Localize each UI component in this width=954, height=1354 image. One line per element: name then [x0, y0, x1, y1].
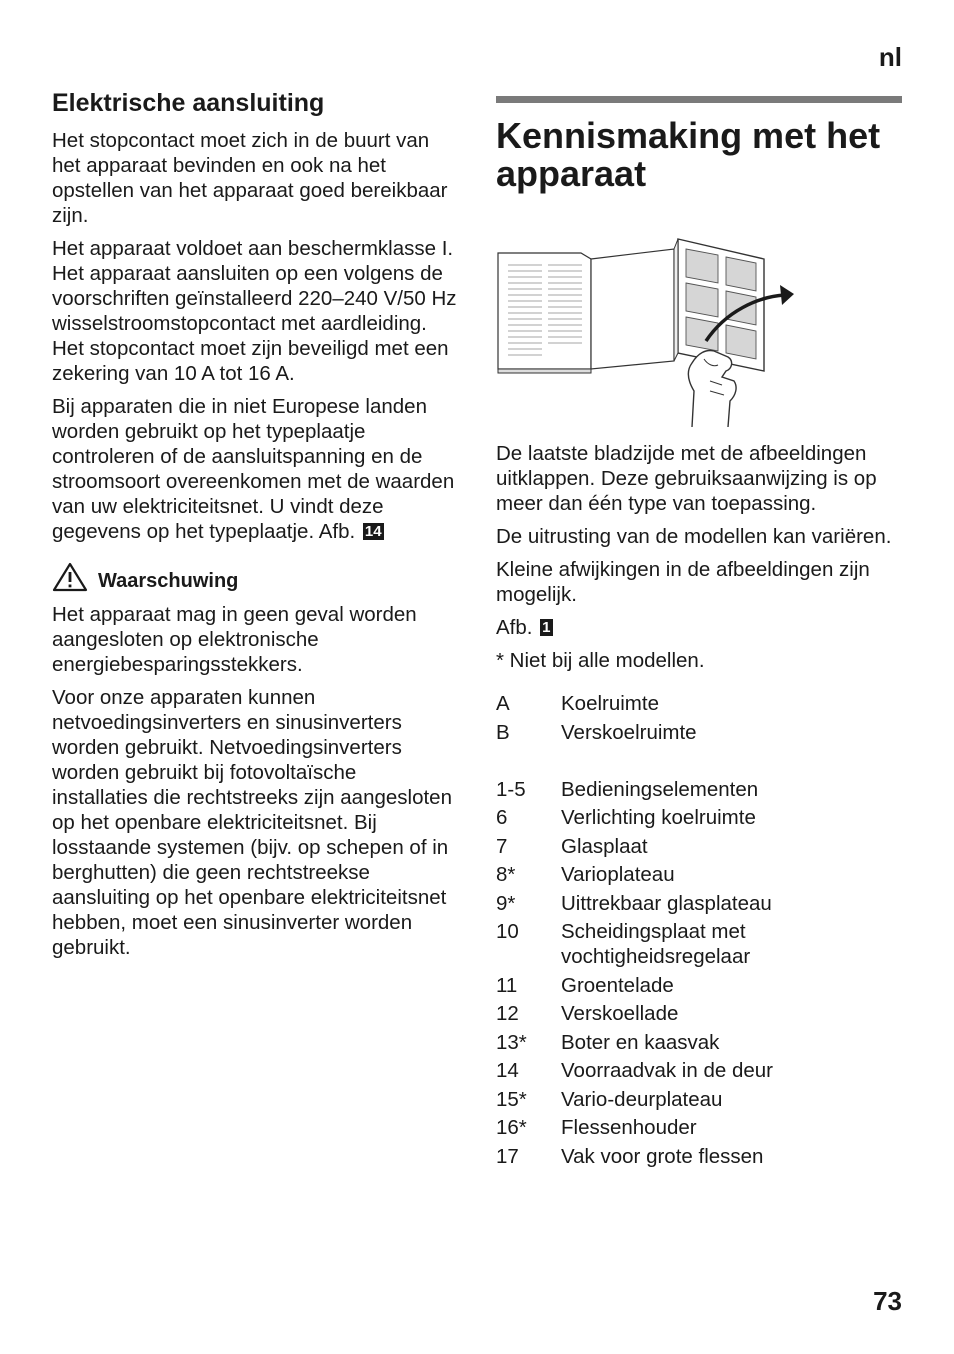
- legend-label: Flessenhouder: [561, 1116, 697, 1139]
- legend-key: 11: [496, 973, 518, 997]
- legend-label: Uittrekbaar glasplateau: [561, 891, 772, 915]
- warning-block: [52, 562, 457, 592]
- legend-label: Voorraadvak in de deur: [561, 1059, 773, 1082]
- legend-label: Scheidingsplaat met vochtigheidsregelaar: [561, 920, 751, 968]
- page-title: Kennismaking met het apparaat: [496, 115, 881, 194]
- paragraph-protection-class: Het apparaat voldoet aan beschermklasse I. Het apparaat aansluiten op een volgens de voorschriften geïnstalleerd 220–240 V/50 Hz wisselstroomstopcontact met aardleiding. Het stopcontact moet zijn beveiligd met een zekering van 10 A tot 16 A.: [52, 237, 457, 385]
- legend-label: Verskoelruimte: [561, 720, 697, 744]
- legend-item: [496, 973, 906, 998]
- footnote-not-all-models: * Niet bij alle modellen.: [496, 649, 705, 672]
- legend-label: Koelruimte: [561, 692, 659, 715]
- legend-key: 7: [496, 834, 508, 858]
- legend-item: [496, 1087, 906, 1112]
- right-column: [496, 96, 906, 1169]
- legend-item: [496, 720, 906, 745]
- legend-key: 13*: [496, 1030, 527, 1054]
- legend-label: Vario-deurplateau: [561, 1087, 723, 1111]
- legend-numbers: [496, 777, 906, 1169]
- legend-letters: [496, 691, 906, 745]
- legend-key: 15*: [496, 1087, 527, 1111]
- warning-icon: [52, 562, 88, 592]
- legend-key: 17: [496, 1144, 519, 1168]
- legend-key: A: [496, 692, 510, 715]
- foldout-manual-image: [496, 231, 806, 431]
- figure-reference-line: [496, 615, 906, 640]
- legend-item: [496, 834, 906, 859]
- legend-item: [496, 862, 906, 887]
- legend-label: Varioplateau: [561, 863, 675, 886]
- legend-key: 14: [496, 1059, 519, 1082]
- legend-key: 10: [496, 920, 519, 943]
- legend-label: Vak voor grote flessen: [561, 1144, 764, 1168]
- legend-item: [496, 1144, 906, 1169]
- legend-item: [496, 691, 906, 716]
- legend-key: 6: [496, 806, 508, 829]
- legend-key: B: [496, 720, 510, 744]
- legend-key: 16*: [496, 1116, 527, 1139]
- legend-key: 9*: [496, 891, 516, 915]
- legend-label: Verskoellade: [561, 1002, 679, 1025]
- legend-item: [496, 1001, 906, 1026]
- paragraph-non-european-text: Bij apparaten die in niet Europese landen worden gebruikt op het typeplaatje controleren of de aansluitspanning en de stroomsoort overeenkomen met de waarden van uw elektriciteitsnet. U vindt deze gegevens op het typeplaatje. Afb.: [52, 395, 455, 543]
- figure-reference-14: 14: [364, 523, 382, 540]
- paragraph-equipment: De uitrusting van de modellen kan variëren.: [496, 525, 892, 548]
- section-heading-electrical: Elektrische aansluiting: [52, 89, 325, 117]
- legend-item: [496, 1058, 906, 1083]
- legend-item: [496, 1115, 906, 1140]
- manual-foldout-illustration: [496, 231, 906, 431]
- section-divider: [496, 96, 902, 103]
- legend-item: [496, 1030, 906, 1055]
- legend-item: [496, 891, 906, 916]
- page-number: 73: [873, 1286, 902, 1316]
- legend-label: Boter en kaasvak: [561, 1030, 720, 1054]
- legend-item: [496, 777, 906, 802]
- legend-key: 1-5: [496, 777, 526, 801]
- paragraph-energy-saving: Het apparaat mag in geen geval worden aangesloten op elektronische energiebesparingsstekkers.: [52, 603, 417, 676]
- paragraph-socket: Het stopcontact moet zich in de buurt van het apparaat bevinden en ook na het opstellen van het apparaat goed bereikbaar zijn.: [52, 129, 448, 227]
- legend-label: Groentelade: [561, 973, 674, 997]
- paragraph-inverters: Voor onze apparaten kunnen netvoedingsinverters en sinusinverters worden gebruikt. Netvoedingsinverters worden gebruikt bij fotovoltaïsche installaties die rechtstreeks zijn aangesloten op het openbare elektriciteitsnet. Bij losstaande systemen (bijv. op schepen of in berghutten) die geen rechtstreekse aansluiting op het openbare elektriciteitsnet hebben, moet een sinusinverter worden gebruikt.: [52, 686, 452, 959]
- legend-label: Glasplaat: [561, 834, 648, 858]
- figure-reference-1: 1: [542, 619, 551, 636]
- paragraph-non-european: [52, 394, 457, 544]
- legend-key: 8*: [496, 863, 516, 886]
- legend-key: 12: [496, 1002, 519, 1025]
- legend-label: Bedieningselementen: [561, 777, 759, 801]
- legend-label: Verlichting koelruimte: [561, 806, 756, 829]
- left-column: [52, 88, 457, 968]
- figure-reference-label: Afb.: [496, 616, 533, 639]
- legend-item: [496, 805, 906, 830]
- language-code: nl: [878, 42, 902, 72]
- paragraph-deviations: Kleine afwijkingen in de afbeeldingen zijn mogelijk.: [496, 558, 870, 606]
- warning-label: Waarschuwing: [98, 570, 239, 592]
- legend-item: [496, 919, 906, 969]
- paragraph-foldout: De laatste bladzijde met de afbeeldingen uitklappen. Deze gebruiksaanwijzing is op meer dan één type van toepassing.: [496, 442, 877, 515]
